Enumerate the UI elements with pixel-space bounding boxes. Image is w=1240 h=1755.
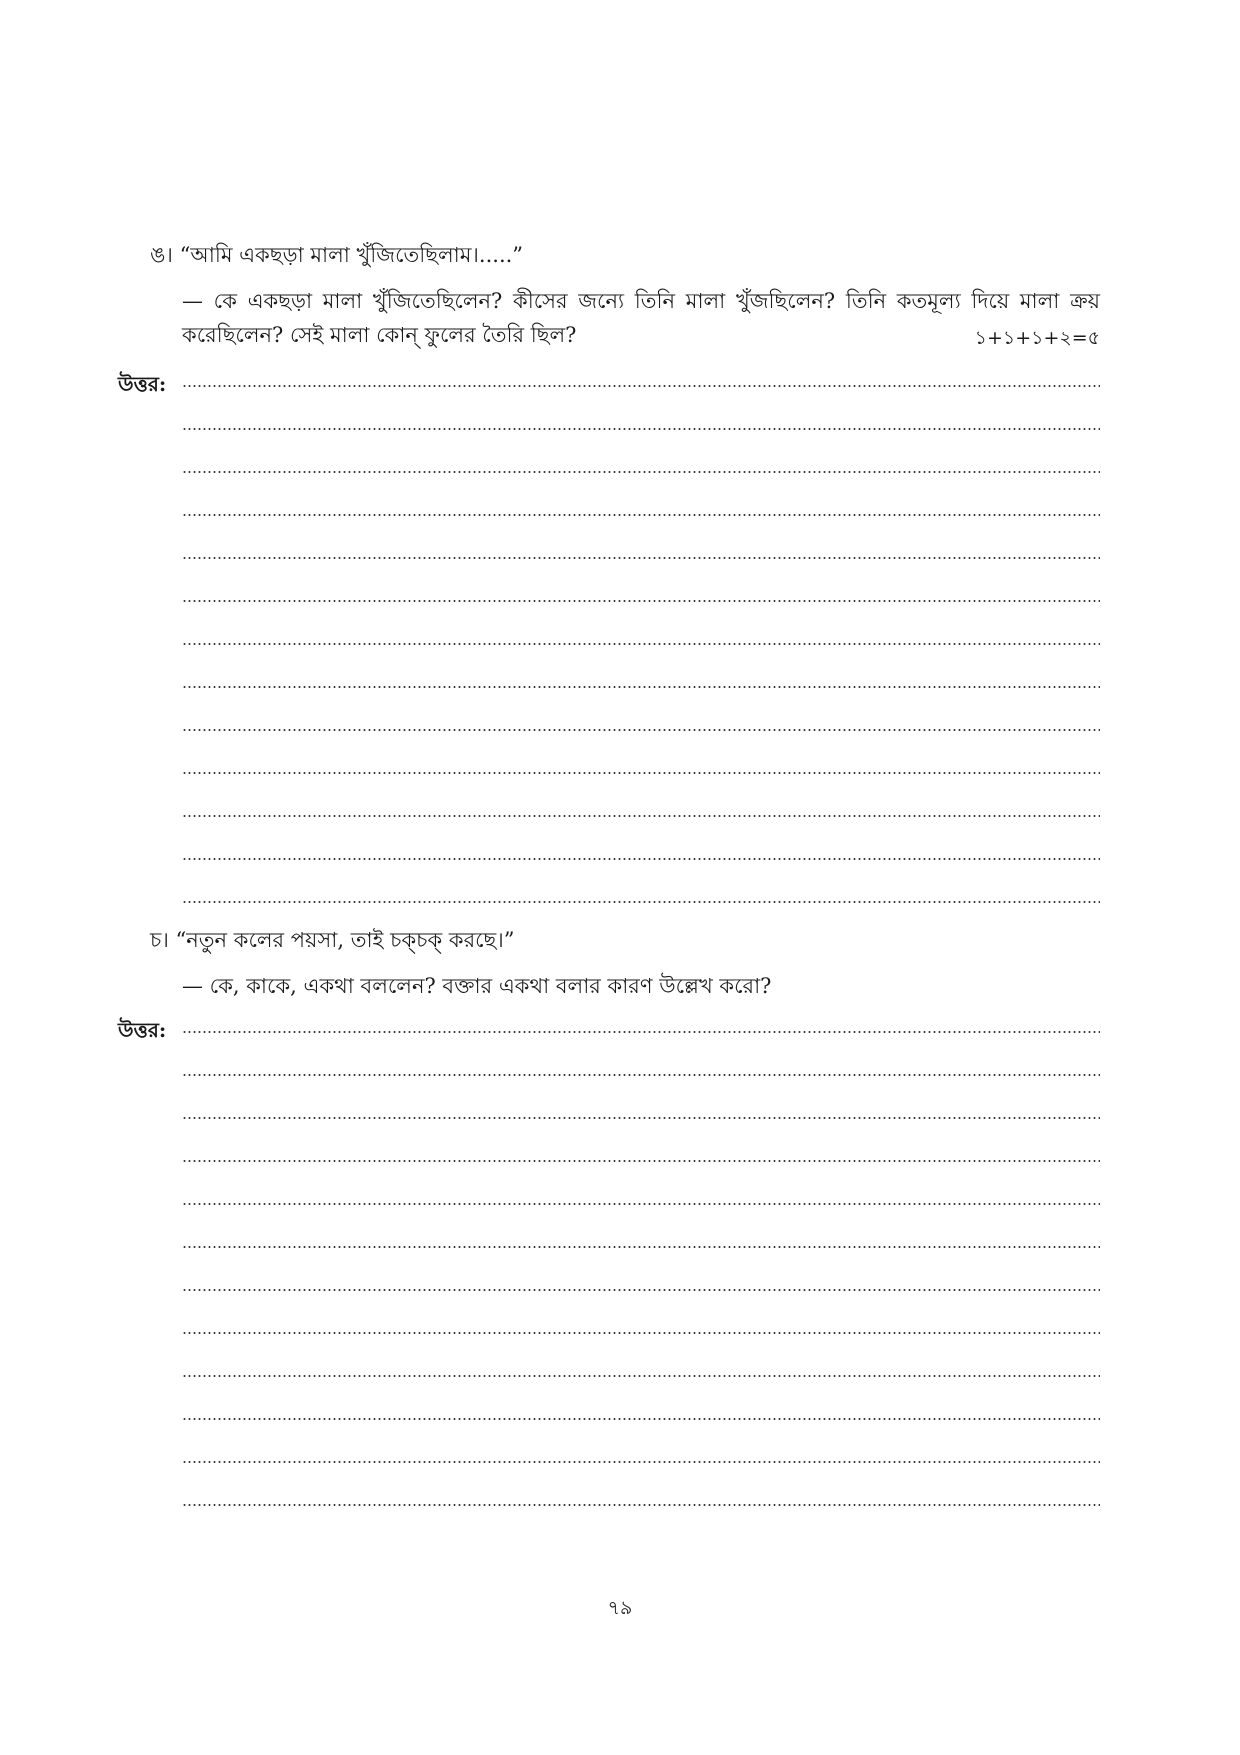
answer-line[interactable]: [182, 428, 1100, 430]
question-ch-quote: “নতুন কলের পয়সা, তাই চক্‌চক্ করছে।”: [175, 928, 515, 952]
question-e-number: ঙ।: [150, 243, 173, 267]
answer-line[interactable]: [182, 1203, 1100, 1205]
answer-line[interactable]: [182, 1031, 1100, 1033]
answer-line[interactable]: [182, 1418, 1100, 1420]
answer-line[interactable]: [182, 643, 1100, 645]
answer-line[interactable]: [182, 815, 1100, 817]
answer-line[interactable]: [182, 772, 1100, 774]
answer-line[interactable]: [182, 901, 1100, 903]
question-ch-header: [150, 927, 515, 953]
answer-line[interactable]: [182, 1375, 1100, 1377]
question-ch-prompt: — কে, কাকে, একথা বললেন? বক্তার একথা বলার কারণ উল্লেখ করো?: [182, 974, 772, 998]
question-e-quote: “আমি একছড়া মালা খুঁজিতেছিলাম।.....”: [179, 243, 524, 267]
question-e-prompt: — কে একছড়া মালা খুঁজিতেছিলেন? কীসের জন্যে তিনি মালা খুঁজছিলেন? তিনি কতমূল্য দিয়ে মালা ক্রয় করেছিলেন? সেই মালা কোন্ ফুলের তৈরি ছিল?: [182, 289, 1100, 347]
answer-line[interactable]: [182, 1289, 1100, 1291]
answer-line[interactable]: [182, 1246, 1100, 1248]
answer-line[interactable]: [182, 1461, 1100, 1463]
question-ch-number: চ।: [150, 928, 169, 952]
answer-line[interactable]: [182, 471, 1100, 473]
answer-line[interactable]: [182, 385, 1100, 387]
question-e-header: [150, 242, 523, 268]
answer-line[interactable]: [182, 514, 1100, 516]
answer-line[interactable]: [182, 1504, 1100, 1506]
answer-label-ch: উত্তর:: [118, 1018, 167, 1042]
answer-line[interactable]: [182, 858, 1100, 860]
answer-line[interactable]: [182, 1074, 1100, 1076]
answer-line[interactable]: [182, 1117, 1100, 1119]
answer-line[interactable]: [182, 1160, 1100, 1162]
page-number: ৭৯: [607, 1597, 633, 1619]
answer-line[interactable]: [182, 557, 1100, 559]
question-e-marks: ১+১+১+২=৫: [974, 327, 1100, 349]
answer-line[interactable]: [182, 1332, 1100, 1334]
answer-line[interactable]: [182, 686, 1100, 688]
answer-label-e: উত্তর:: [118, 372, 167, 396]
answer-line[interactable]: [182, 600, 1100, 602]
answer-line[interactable]: [182, 729, 1100, 731]
